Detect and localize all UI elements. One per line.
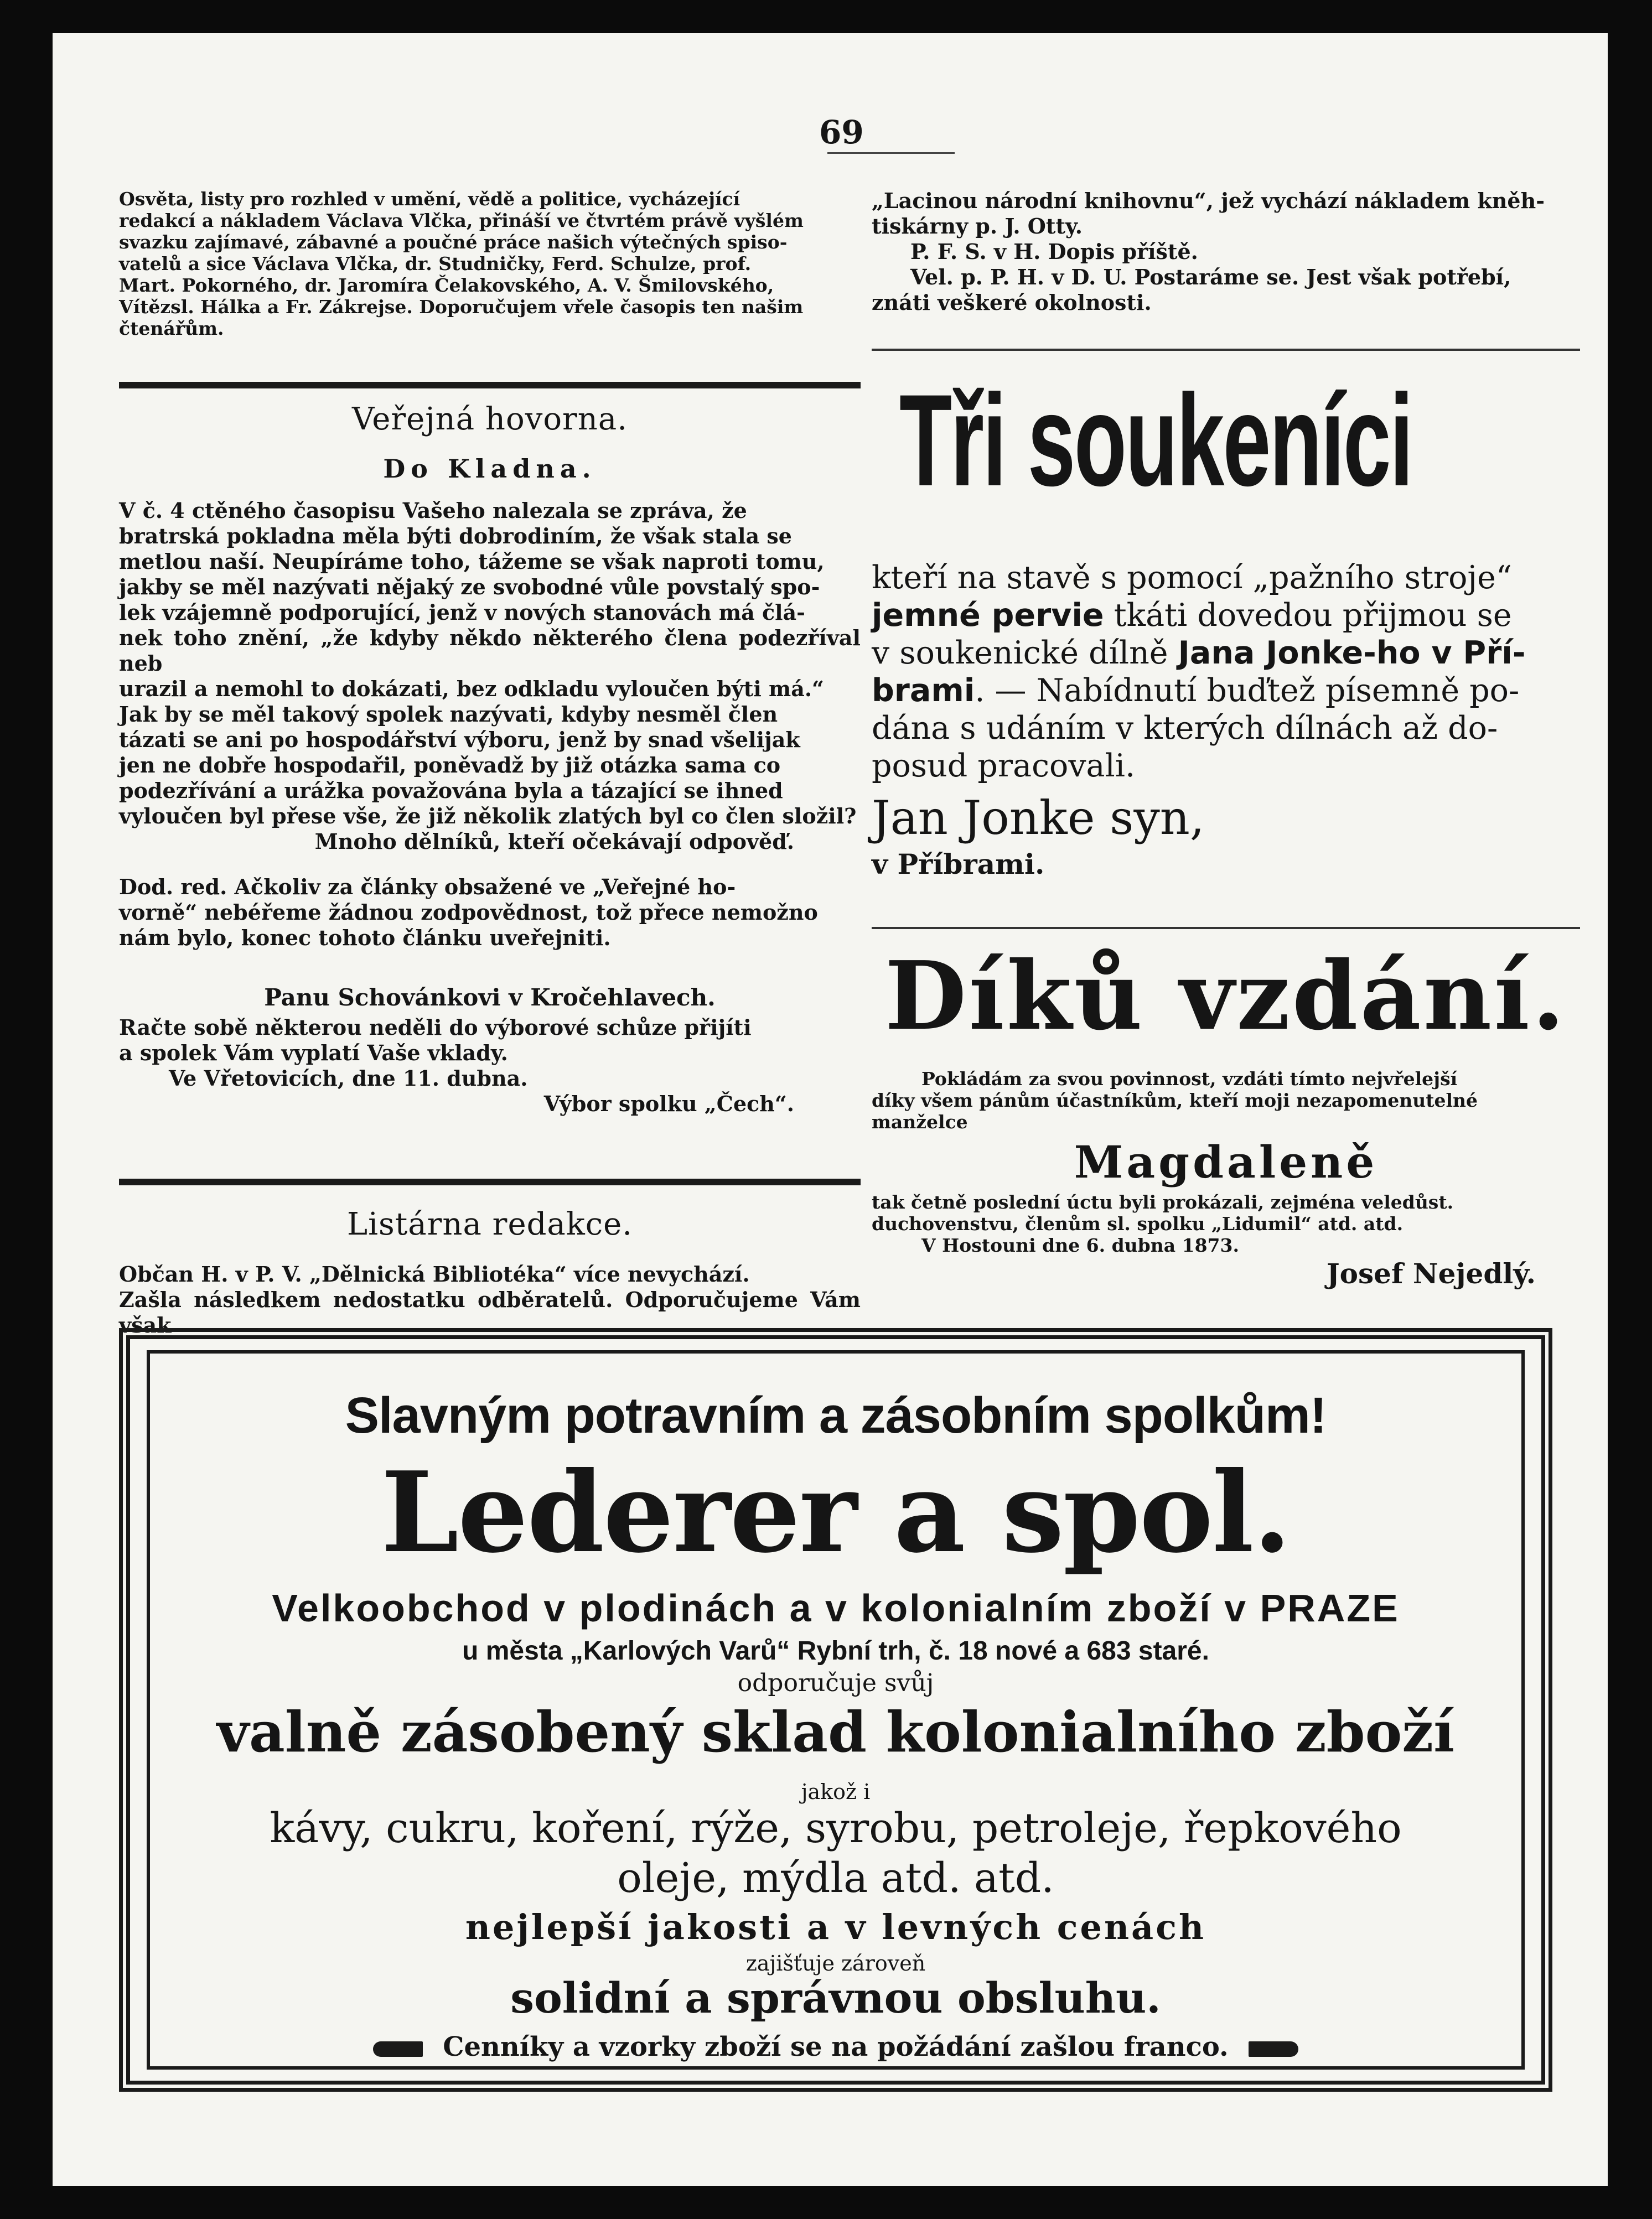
tri-text: v soukenické dílně: [872, 635, 1178, 671]
ad-quality: nejlepší jakosti a v levných cenách: [465, 1907, 1206, 1947]
tri-text: . — Nabídnutí buďtež písemně po-: [975, 672, 1520, 709]
divider: [872, 349, 1580, 351]
newspaper-page: [53, 33, 1608, 2186]
tri-soukenici-title: Tři soukeníci: [899, 367, 1412, 514]
listarna-cont-line: Vel. p. P. H. v D. U. Postaráme se. Jest však potřebí,: [910, 265, 1511, 289]
ad-also: jakož i: [801, 1780, 871, 1804]
tri-place: v Příbrami.: [872, 848, 1045, 880]
diku-line: V Hostouni dne 6. dubna 1873.: [921, 1235, 1239, 1256]
diku-line: díky všem pánům účastníkům, kteří moji nezapomenutelné: [872, 1090, 1478, 1111]
editor-note-line: nám bylo, konec tohoto článku uveřejniti.: [119, 925, 611, 950]
ad-goods-1: kávy, cukru, koření, rýže, syrobu, petroleje, řepkového: [270, 1805, 1402, 1852]
kladno-line: jen ne dobře hospodařil, poněvadž by již otázka sama co: [119, 753, 781, 777]
magdalene-name: Magdaleně: [1074, 1136, 1378, 1188]
kladno-title: Do Kladna.: [383, 454, 597, 484]
diku-line: manželce: [872, 1111, 968, 1133]
ad-business: Velkoobchod v plodinách a v kolonialním zboží v PRAZE: [272, 1587, 1400, 1630]
listarna-cont-line: P. F. S. v H. Dopis příště.: [910, 239, 1198, 264]
divider: [872, 927, 1580, 929]
editor-note: [119, 874, 861, 951]
page-number-rule: [827, 152, 955, 154]
schovanek-line: Račte sobě některou neděli do výborové schůze přijíti: [119, 1015, 752, 1040]
osveta-line: Mart. Pokorného, dr. Jaromíra Čelakovského, A. V. Šmilovského,: [119, 274, 774, 296]
osveta-notice: [119, 188, 861, 339]
kladno-line: urazil a nemohl to dokázati, bez odkladu vyloučen býti má.“: [119, 676, 824, 701]
listarna-title: Listárna redakce.: [346, 1206, 633, 1242]
listarna-cont-line: tiskárny p. J. Otty.: [872, 214, 1083, 239]
listarna-text: [119, 1262, 861, 1338]
osveta-line: čtenářům.: [119, 318, 224, 339]
kladno-line: bratrská pokladna měla býti dobrodiním, že však stala se: [119, 523, 792, 548]
divider: [119, 382, 861, 388]
kladno-line: V č. 4 ctěného časopisu Vašeho nalezala se zpráva, že: [119, 498, 747, 523]
pointing-hand-icon: [373, 2041, 423, 2057]
tri-line: kteří na stavě s pomocí „pažního stroje“: [872, 559, 1512, 596]
editor-note-line: vorně“ nebéřeme žádnou zodpovědnost, tož přece nemožno: [119, 900, 818, 925]
diku-vzdani-text: [872, 1068, 1580, 1292]
osveta-line: svazku zajímavé, zábavné a poučné práce našich výtečných spiso-: [119, 231, 788, 253]
ad-pricelist: Cenníky a vzorky zboží se na požádání zašlou franco.: [443, 2031, 1229, 2062]
osveta-line: vatelů a sice Václava Vlčka, dr. Studničky, Ferd. Schulze, prof.: [119, 253, 752, 274]
schovanek-signature: Výbor spolku „Čech“.: [543, 1091, 794, 1116]
tri-line: posud pracovali.: [872, 748, 1136, 784]
divider: [119, 1179, 861, 1185]
diku-signature: Josef Nejedlý.: [1327, 1257, 1536, 1290]
tri-text: tkáti dovedou přijmou se: [1104, 597, 1512, 634]
ad-company: Lederer a spol.: [381, 1448, 1291, 1578]
kladno-line: metlou naší. Neupíráme toho, tážeme se však naproti tomu,: [119, 549, 825, 574]
diku-vzdani-title: Díků vzdání.: [884, 941, 1567, 1051]
ad-headline: Slavným potravním a zásobním spolkům!: [345, 1387, 1327, 1444]
diku-line: Pokládám za svou povinnost, vzdáti tímto nejvřelejší: [921, 1068, 1458, 1090]
schovanek-notice: [119, 985, 861, 1117]
kladno-line: jakby se měl nazývati nějaký ze svobodné vůle povstalý spo-: [119, 574, 820, 599]
ad-stock: valně zásobený sklad kolonialního zboží: [216, 1699, 1455, 1765]
listarna-cont-line: znáti veškeré okolnosti.: [872, 290, 1152, 315]
tri-soukenici-title-wrap: [899, 365, 1652, 516]
schovanek-line: Ve Vřetovicích, dne 11. dubna.: [169, 1066, 528, 1091]
ad-goods-2: oleje, mýdla atd. atd.: [617, 1854, 1054, 1902]
tri-bold: jemné pervie: [872, 597, 1104, 634]
kladno-line: tázati se ani po hospodářství výboru, jenž by snad všelijak: [119, 727, 800, 752]
ad-pricelist-line: [150, 2031, 1521, 2062]
pointing-hand-icon: [1249, 2041, 1298, 2057]
tri-bold: brami: [872, 672, 975, 709]
kladno-line: nek toho znění, „že kdyby někdo některého člena podezříval neb: [119, 625, 861, 676]
kladno-line: Jak by se měl takový spolek nazývati, kdyby nesměl člen: [119, 702, 778, 727]
ad-recommends: odporučuje svůj: [737, 1669, 934, 1697]
tri-line: dána s udáním v kterých dílnách až do-: [872, 710, 1498, 746]
listarna-continuation: [872, 188, 1580, 315]
listarna-cont-line: „Lacinou národní knihovnu“, jež vychází nákladem kněh-: [872, 188, 1545, 213]
kladno-line: vyloučen byl přese vše, že již několik zlatých byl co člen složil?: [119, 803, 857, 828]
hovorna-title: Veřejná hovorna.: [351, 401, 628, 437]
tri-line: [872, 634, 1580, 672]
listarna-line: Občan H. v P. V. „Dělnická Bibliotéka“ více nevychází.: [119, 1262, 750, 1287]
page-number: 69: [819, 113, 864, 151]
diku-line: tak četně poslední úctu byli prokázali, zejména veledůst.: [872, 1191, 1454, 1213]
listarna-line: Zašla následkem nedostatku odběratelů. Odporučujeme Vám však: [119, 1287, 861, 1337]
osveta-line: Osvěta, listy pro rozhled v umění, vědě a politice, vycházející: [119, 188, 740, 210]
lederer-ad-frame: [119, 1328, 1552, 2092]
kladno-line: podezřívání a urážka považována byla a tázající se ihned: [119, 778, 783, 803]
ad-address: u města „Karlových Varů“ Rybní trh, č. 18 nové a 683 staré.: [462, 1636, 1209, 1666]
editor-note-line: Dod. red. Ačkoliv za články obsažené ve „Veřejné ho-: [119, 874, 736, 899]
ad-service: solidní a správnou obsluhu.: [510, 1973, 1161, 2023]
ad-ensures: zajišťuje zároveň: [745, 1951, 926, 1976]
lederer-ad-inner: [147, 1350, 1525, 2070]
osveta-line: Vítězsl. Hálka a Fr. Zákrejse. Doporučujem vřele časopis ten našim: [119, 296, 804, 318]
kladno-line: lek vzájemně podporující, jenž v nových stanovách má člá-: [119, 600, 805, 625]
tri-bold: Jana Jonke-ho v Pří-: [1178, 635, 1526, 671]
kladno-letter: [119, 498, 861, 854]
schovanek-line: a spolek Vám vyplatí Vaše vklady.: [119, 1040, 508, 1065]
diku-line: duchovenstvu, členům sl. spolku „Lidumil“ atd. atd.: [872, 1213, 1404, 1235]
tri-line: [872, 597, 1580, 634]
tri-line: [872, 672, 1580, 709]
kladno-signature: Mnoho dělníků, kteří očekávají odpověď.: [314, 829, 794, 854]
tri-signature: Jan Jonke syn,: [872, 791, 1205, 845]
schovanek-title: Panu Schovánkovi v Kročehlavech.: [264, 984, 716, 1011]
osveta-line: redakcí a nákladem Václava Vlčka, přináší ve čtvrtém právě vyšlém: [119, 210, 804, 231]
tri-soukenici-ad: [872, 559, 1580, 883]
